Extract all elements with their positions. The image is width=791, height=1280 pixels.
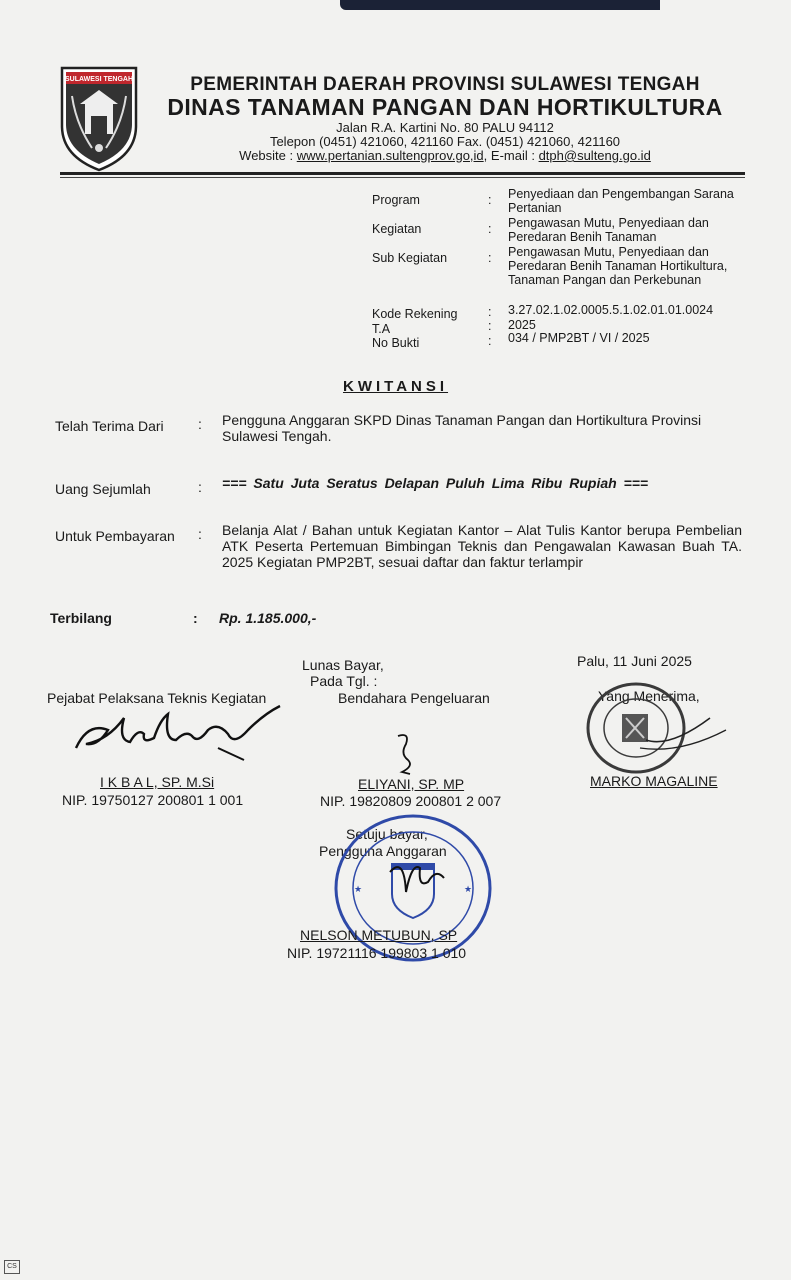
untuk-pembayaran-label: Untuk Pembayaran — [55, 528, 175, 544]
kegiatan-value: Pengawasan Mutu, Penyediaan dan Peredaran Benih Tanaman — [508, 216, 709, 244]
header-rule-thick — [60, 172, 745, 175]
pptk-nip: NIP. 19750127 200801 1 001 — [62, 792, 244, 808]
kegiatan-colon: : — [488, 222, 492, 236]
agency-phone: Telepon (0451) 421060, 421160 Fax. (0451) 421060, 421160 — [269, 134, 621, 149]
amount-in-words: === Satu Juta Seratus Delapan Puluh Lima Ribu Rupiah === — [222, 475, 649, 491]
government-name: PEMERINTAH DAERAH PROVINSI SULAWESI TENGAH — [190, 74, 700, 95]
pengguna-anggaran-title: Pengguna Anggaran — [319, 843, 447, 859]
kode-rekening-label: Kode Rekening — [372, 307, 458, 321]
untuk-pembayaran-colon: : — [198, 526, 202, 542]
camscanner-icon: CS — [4, 1260, 20, 1274]
bendahara-name: ELIYANI, SP. MP — [358, 776, 465, 792]
province-logo — [58, 64, 140, 174]
pengguna-anggaran-name: NELSON METUBUN, SP — [300, 927, 458, 943]
place-date: Palu, 11 Juni 2025 — [577, 653, 692, 669]
agency-address: Jalan R.A. Kartini No. 80 PALU 94112 — [336, 120, 554, 135]
terbilang-colon: : — [193, 610, 198, 626]
ta-label: T.A — [372, 322, 391, 336]
pada-tanggal: Pada Tgl. : — [310, 673, 378, 689]
no-bukti-value: 034 / PMP2BT / VI / 2025 — [508, 331, 650, 345]
pptk-name: I K B A L, SP. M.Si — [100, 774, 215, 790]
email-label: , E-mail : — [483, 148, 539, 163]
kode-rekening-value: 3.27.02.1.02.0005.5.1.02.01.01.0024 — [508, 303, 714, 317]
setuju-bayar: Setuju bayar, — [346, 826, 428, 842]
scan-dark-edge — [340, 0, 660, 10]
pptk-title: Pejabat Pelaksana Teknis Kegiatan — [47, 690, 267, 706]
program-label: Program — [372, 193, 420, 207]
telah-terima-colon: : — [198, 416, 202, 432]
bendahara-signature — [380, 728, 430, 778]
document-title: KWITANSI — [343, 378, 449, 395]
pptk-signature — [68, 700, 298, 765]
agency-contact — [150, 148, 740, 163]
terbilang-label: Terbilang — [50, 610, 112, 626]
sub-kegiatan-value: Pengawasan Mutu, Penyediaan dan Peredaran Benih Tanaman Hortikultura, Tanaman Pangan dan Perkebunan — [508, 245, 728, 287]
svg-text:★: ★ — [354, 884, 363, 894]
ta-value: 2025 — [508, 318, 536, 332]
amount-figure: Rp. 1.185.000,- — [219, 610, 317, 626]
pengguna-anggaran-nip: NIP. 19721116 199803 1 010 — [287, 945, 467, 961]
sub-kegiatan-label: Sub Kegiatan — [372, 251, 448, 265]
payment-description: Belanja Alat / Bahan untuk Kegiatan Kantor – Alat Tulis Kantor berupa Pembelian ATK Peserta Pertemuan Bimbingan Teknis dan Pengawalan Kawasan Buah TA. 2025 Kegiatan PMP2BT, sesuai daftar dan faktur terlampir — [222, 522, 742, 570]
lunas-bayar: Lunas Bayar, — [302, 657, 384, 673]
kode-rekening-colon: : — [488, 305, 492, 319]
website-label: Website : — [239, 148, 297, 163]
website-link[interactable]: www.pertanian.sultengprov.go,id — [296, 148, 484, 163]
ta-colon: : — [488, 319, 492, 333]
sub-kegiatan-colon: : — [488, 251, 492, 265]
uang-sejumlah-colon: : — [198, 479, 202, 495]
bendahara-nip: NIP. 19820809 200801 2 007 — [320, 793, 502, 809]
svg-text:★: ★ — [464, 884, 473, 894]
telah-terima-label: Telah Terima Dari — [55, 418, 164, 434]
kegiatan-label: Kegiatan — [372, 222, 422, 236]
telah-terima-value: Pengguna Anggaran SKPD Dinas Tanaman Pangan dan Hortikultura Provinsi Sulawesi Tengah. — [222, 412, 702, 444]
program-value: Penyediaan dan Pengembangan Sarana Pertanian — [508, 187, 734, 215]
program-colon: : — [488, 193, 492, 207]
no-bukti-colon: : — [488, 334, 492, 348]
uang-sejumlah-label: Uang Sejumlah — [55, 481, 151, 497]
no-bukti-label: No Bukti — [372, 336, 420, 350]
email-link[interactable]: dtph@sulteng.go.id — [538, 148, 651, 163]
penerima-title: Yang Menerima, — [598, 688, 700, 704]
penerima-name: MARKO MAGALINE — [590, 773, 718, 789]
agency-name: DINAS TANAMAN PANGAN DAN HORTIKULTURA — [167, 94, 723, 120]
svg-text:SULAWESI TENGAH: SULAWESI TENGAH — [64, 76, 134, 83]
bendahara-title: Bendahara Pengeluaran — [338, 690, 490, 706]
header-rule-thin — [60, 177, 745, 178]
